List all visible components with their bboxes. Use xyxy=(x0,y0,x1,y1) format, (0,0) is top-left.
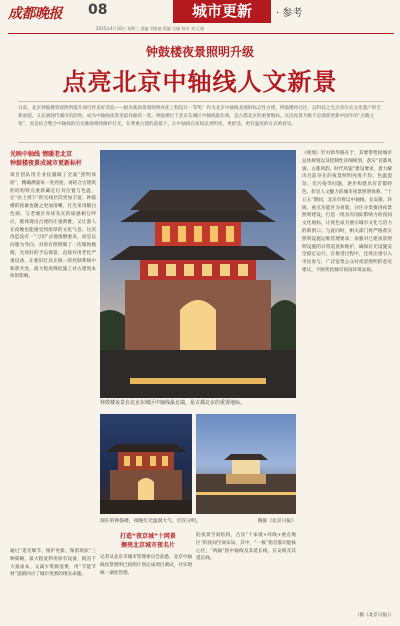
masthead-logo: 成都晚报 xyxy=(8,6,62,22)
bell-tower-illustration xyxy=(100,414,192,514)
photo-credit: 图据《北京日报》 xyxy=(257,519,296,524)
subsection-label: · 参考 xyxy=(276,8,303,19)
header-divider xyxy=(8,33,394,34)
article-headline: 点亮北京中轴线人文新景 xyxy=(62,68,338,96)
article-lead: 日前，北京钟鼓楼景观照明提升项目传来好消息——板央新款景观照明亮化工程设计一等奖！作为北京中轴线北端的标志性古建，钟鼓楼将过往，以科技之光点亮历史文化遗产的全新面貌，又充满现代城市的韵致，成为中轴线夜景里最亮眼的一笔。钟鼓楼位于北京东城区中轴线最北端，是古都北京的重要地标。这次夜景升级不是端掌更新中国年的“点睛之笔”，而是结合整合中轴线的历史脉络细致修护灯光，在尊重古建的前提下，让中轴线在夜间以更明亮、更舒适、更有温度的方式被看见。 xyxy=(18,101,384,143)
tower-aerial-photo xyxy=(196,414,296,514)
dateline: 2025年4月16日 星期三 责编 刘家骏 版编 吴晓 校对 刘 乙康 xyxy=(96,26,204,31)
mid-body-text-a: 记者从北京市城市管理委员会获悉，北京中轴线夜景照明已按照计划完成项目调试，并实现统一调度管理。 xyxy=(100,555,192,576)
page-number: 08 xyxy=(88,2,108,18)
section-title: 城市更新 xyxy=(173,0,271,23)
right-column xyxy=(302,150,392,620)
left-subhead: 光映中轴线 情暖老北京 钟鼓楼夜景成城市更新标杆 xyxy=(10,151,83,167)
left-body-text: 项目团队用专业仪器做了全面“照明体检”，精确测量每一处亮度，再结合古建筑的结构特点重新确定灯具位置与色温，让“由上到下”的光线层次更加丰富，钟鼓楼的轮廓也随之更加清晰。灯光采用暖白色调，与老城区青砖灰瓦的质感相互呼应，既体现出古建的庄重典雅，又让游人在夜晚也能感受到浓厚的文化气息。这次改造没有一“刀切”式地推倒重来，而是以问题为导向，对原有照明做了一次细致梳理，光效好的予以保留、直接弃用老化严重设备，让新旧灯具在统一的控制系统中和谐共处，最大程度降低施工对古建筑本体的影响。 xyxy=(10,173,96,280)
tower-aerial-illustration xyxy=(196,414,296,514)
bell-tower-night-photo xyxy=(100,414,192,514)
drum-tower-photo xyxy=(100,150,296,398)
mid-subhead: 打造“夜京城”十网景 擦亮北京城市夜名片 xyxy=(120,533,176,549)
photo-captions-row xyxy=(100,517,296,524)
right-body-text: 《规划》针对新华路在于，其要带给接城市总体规划以及控制性详细规划，落实“首都风貌、古都风韵、时代风貌”建设要求，着力解决目前存在的夜景照明亮度不均、色温混杂、光污染等问题，逐步构建具有首都特色、彰显人文魅力的城市夜景照明体系。“十五五”期间，北京市将以中轴线、长安街、环线、重点功能区为骨架，分区分类推进夜景照明建设，打造一批具有国际影响力的夜间文化地标，让夜色成为展示城市文化与活力的新窗口。与此同时，相关部门将严格落实照明设施运维管理要求，加强对已建夜景照明设施的日常巡查和维护，确保灯光设施安全稳定运行。在推进过程中，还将注重引入市民参与，广泛征集公众对夜景照明的意见建议，不断优化城市夜间环境品质。 xyxy=(302,151,392,273)
article-source: （据《北京日报》） xyxy=(354,613,394,618)
main-photo-caption: 钟鼓楼夜景在北京东城区中轴线最北端，是古都北京的重要地标。 xyxy=(100,400,246,406)
left-column xyxy=(10,150,96,550)
mid-body-text-b: 的夜景空间结构，凸显“十家坡+环线+重点地区”的夜间空间布局。其中，“一核”指首都功能核心区，“两轴”指中轴线及其延长线、长安街及其延长线。 xyxy=(196,533,296,562)
article-kicker: 钟鼓楼夜景照明升级 xyxy=(145,45,254,59)
photo-caption-left: 现在的钟鼓楼，夜晚灯光温润大气，层次分明。 xyxy=(100,519,201,524)
drum-tower-illustration xyxy=(100,150,296,398)
left-body-text-2: 通过“追光细节、推护更新、保留现状”三种策略，最大程度利用原有设备，既省下大量成本，又减少资源浪费，用“节能节材”思路回应了城市更新的现实命题。 xyxy=(10,549,96,578)
